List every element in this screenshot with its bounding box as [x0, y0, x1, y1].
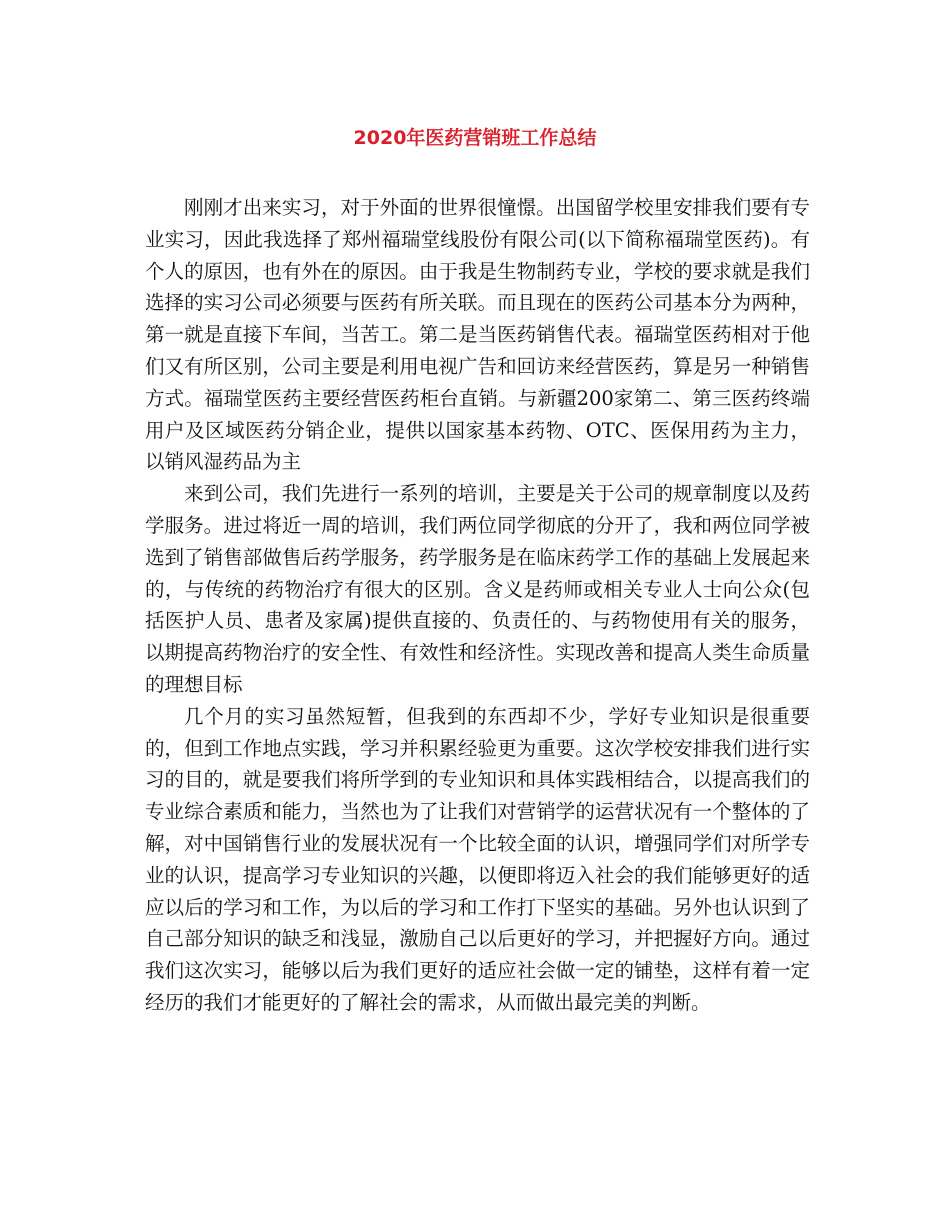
document-body: [145, 192, 810, 1019]
paragraph-conclusion: 几个月的实习虽然短暂，但我到的东西却不少，学好专业知识是很重要的，但到工作地点实践，学习并积累经验更为重要。这次学校安排我们进行实习的目的，就是要我们将所学到的专业知识和具体实践相结合，以提高我们的专业综合素质和能力，当然也为了让我们对营销学的运营状况有一个整体的了解，对中国销售行业的发展状况有一个比较全面的认识，增强同学们对所学专业的认识，提高学习专业知识的兴趣，以便即将迈入社会的我们能够更好的适应以后的学习和工作，为以后的学习和工作打下坚实的基础。另外也认识到了自己部分知识的缺乏和浅显，激励自己以后更好的学习，并把握好方向。通过我们这次实习，能够以后为我们更好的适应社会做一定的铺垫，这样有着一定经历的我们才能更好的了解社会的需求，从而做出最完美的判断。: [145, 704, 810, 1014]
paragraph-internship-intro: 刚刚才出来实习，对于外面的世界很憧憬。出国留学校里安排我们要有专业实习，因此我选择了郑州福瑞堂线股份有限公司(以下简称福瑞堂医药)。有个人的原因，也有外在的原因。由于我是生物制药专业，学校的要求就是我们选择的实习公司必须要与医药有所关联。而且现在的医药公司基本分为两种，第一就是直接下车间，当苦工。第二是当医药销售代表。福瑞堂医药相对于他们又有所区别，公司主要是利用电视广告和回访来经营医药，算是另一种销售方式。福瑞堂医药主要经营医药柜台直销。与新疆200家第二、第三医药终端用户及区域医药分销企业，提供以国家基本药物、OTC、医保用药为主力，以销风湿药品为主: [145, 196, 810, 474]
document-title: 2020年医药营销班工作总结: [353, 127, 597, 149]
paragraph-training: 来到公司，我们先进行一系列的培训，主要是关于公司的规章制度以及药学服务。进过将近一周的培训，我们两位同学彻底的分开了，我和两位同学被选到了销售部做售后药学服务，药学服务是在临床药学工作的基础上发展起来的，与传统的药物治疗有很大的区别。含义是药师或相关专业人士向公众(包括医护人员、患者及家属)提供直接的、负责任的、与药物使用有关的服务，以期提高药物治疗的安全性、有效性和经济性。实现改善和提高人类生命质量的理想目标: [145, 482, 810, 696]
